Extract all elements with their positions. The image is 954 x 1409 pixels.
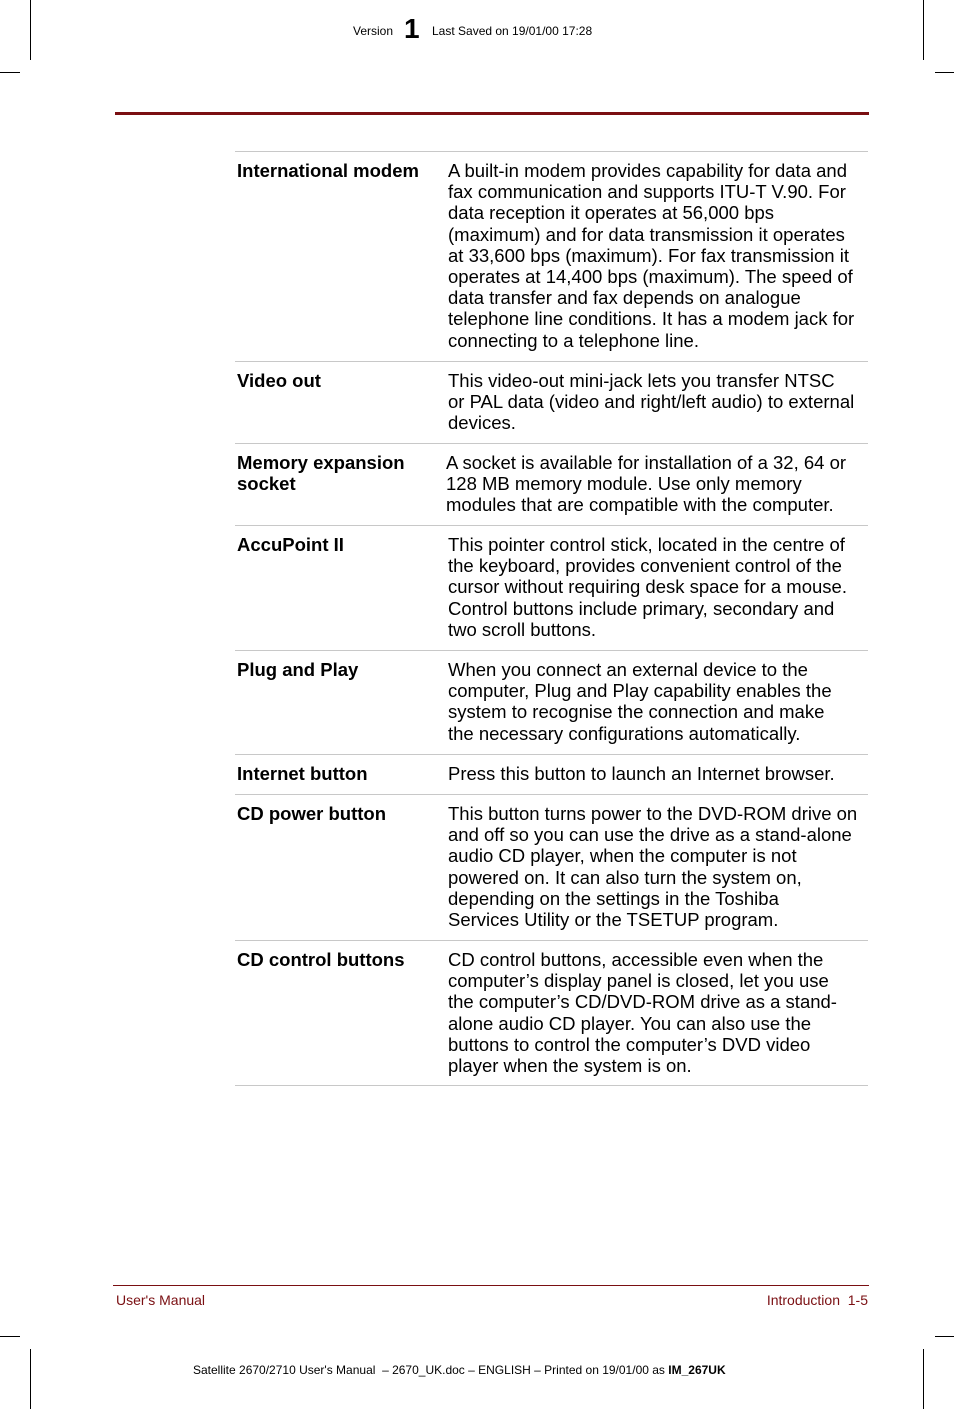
description-line: and off so you can use the drive as a stand-alone [448,824,852,846]
description-line: A socket is available for installation of a 32, 64 or [446,452,847,473]
description-line: system to recognise the connection and make [448,701,825,723]
description-line: or PAL data (video and right/left audio) to external [448,391,855,413]
print-info [193,1363,726,1377]
crop-mark [935,1336,954,1337]
version-number: 1 [404,13,420,44]
feature-description [448,949,868,1085]
description-line: operates at 14,400 bps (maximum). The speed of [448,266,853,288]
print-info-text: Satellite 2670/2710 User's Manual – 2670_UK.doc – ENGLISH – Printed on 19/01/00 as [193,1363,669,1377]
feature-description [448,160,868,361]
feature-description [448,370,868,443]
feature-description [448,803,868,940]
table-row [235,795,868,941]
description-line: buttons to control the computer’s DVD video [448,1033,811,1055]
description-line: computer’s display panel is closed, let you use [448,970,829,992]
description-line: 128 MB memory module. Use only memory [446,473,802,495]
description-line: depending on the settings in the Toshiba [448,887,779,909]
footer-page-number [767,1292,868,1308]
feature-name: Plug and Play [237,659,359,680]
description-line: telephone line conditions. It has a modem jack for [448,308,855,330]
footer-rule [113,1285,869,1286]
description-line: player when the system is on. [448,1055,692,1077]
crop-mark [0,72,20,73]
description-line: computer, Plug and Play capability enables the [448,680,832,702]
crop-mark [935,72,954,73]
table-row [235,152,868,362]
description-line: modules that are compatible with the computer. [446,494,834,516]
crop-mark [0,1336,20,1337]
table-row [235,362,868,444]
feature-description [448,763,868,794]
last-saved: Last Saved on 19/01/00 17:28 [432,24,593,38]
footer-manual-title: User's Manual [116,1292,206,1308]
description-line: the keyboard, provides convenient control of the [448,555,842,577]
description-line: data reception it operates at 56,000 bps [448,202,775,224]
document-header [0,14,954,48]
description-line: two scroll buttons. [448,618,597,640]
table-row [235,651,868,755]
feature-description [446,452,868,525]
description-line: devices. [448,412,516,434]
feature-description [448,659,868,754]
table-row [235,941,868,1086]
feature-name: CD control buttons [237,949,405,970]
description-line: cursor without requiring desk space for a mouse. [448,576,847,598]
table-row [235,444,868,526]
feature-name: International modem [237,160,419,181]
header-rule [115,112,869,115]
feature-name: Memory expansion socket [237,452,405,495]
description-line: the computer’s CD/DVD-ROM drive as a stand- [448,991,837,1013]
description-line: CD control buttons, accessible even when the [448,949,824,970]
description-line: This video-out mini-jack lets you transfer NTSC [448,370,835,391]
feature-name: CD power button [237,803,387,824]
description-line: powered on. It can also turn the system on, [448,866,802,888]
description-line: data transfer and fax depends on analogue [448,287,801,309]
print-info-code: IM_267UK [668,1363,726,1377]
description-line: Press this button to launch an Internet browser. [448,763,835,784]
description-line: (maximum) and for data transmission it operates [448,223,845,245]
table-row [235,755,868,795]
footer-page-label: Introduction 1-5 [766,1292,868,1308]
description-line: A built-in modem provides capability for data and [448,160,847,181]
description-line: at 33,600 bps (maximum). For fax transmission it [448,244,849,266]
feature-name: Video out [237,370,321,391]
description-line: audio CD player, when the computer is not [448,845,797,867]
version-label: Version [353,24,394,38]
feature-name: AccuPoint II [237,534,344,555]
table-row [235,526,868,651]
description-line: Control buttons include primary, secondary and [448,597,835,619]
crop-mark [30,1349,31,1409]
description-line: When you connect an external device to the [448,659,808,680]
description-line: Services Utility or the TSETUP program. [448,909,779,931]
description-line: This pointer control stick, located in the centre of [448,534,845,555]
crop-mark [923,1349,924,1409]
description-line: alone audio CD player. You can also use the [448,1012,812,1034]
feature-name: Internet button [237,763,368,784]
feature-table [235,151,868,1086]
description-line: fax communication and supports ITU-T V.90. For [448,181,846,203]
description-line: the necessary configurations automatically. [448,722,801,744]
description-line: This button turns power to the DVD-ROM drive on [448,803,858,824]
description-line: connecting to a telephone line. [448,329,699,351]
feature-description [448,534,868,650]
